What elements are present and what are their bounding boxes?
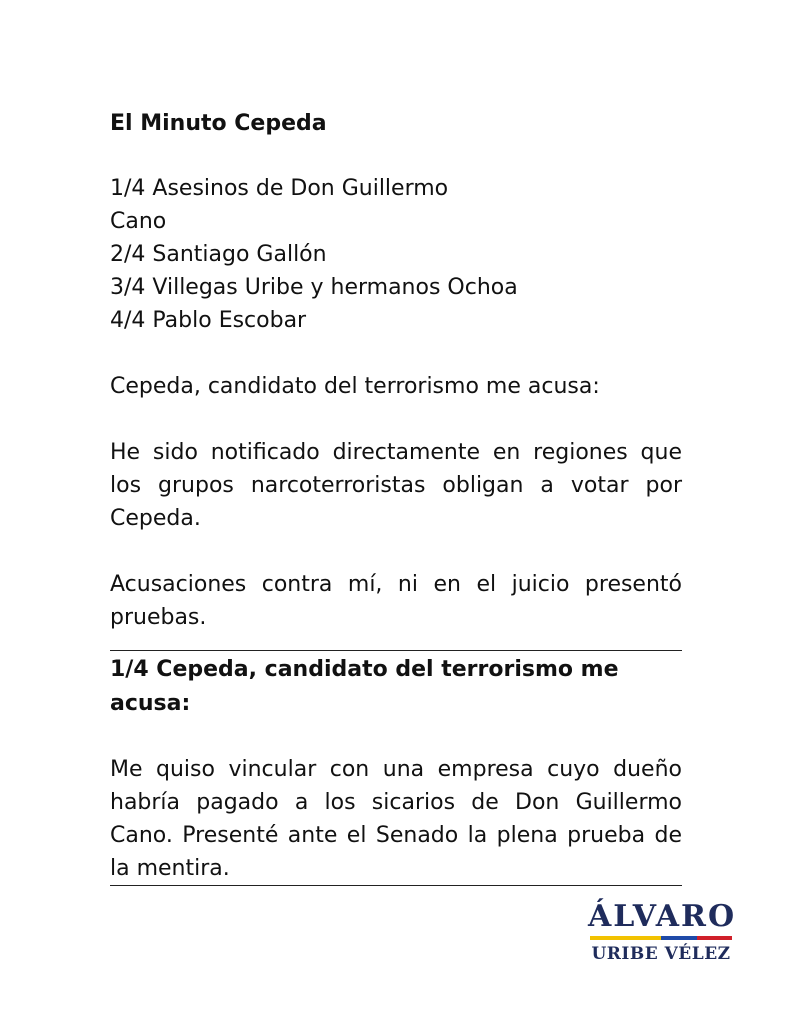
divider-top bbox=[110, 650, 682, 651]
paragraph-no-proof: Acusaciones contra mí, ni en el juicio presentó pruebas. bbox=[110, 572, 682, 630]
list-item: 2/4 Santiago Gallón bbox=[110, 242, 327, 267]
signature-logo bbox=[588, 899, 737, 965]
episode-list bbox=[110, 172, 682, 337]
paragraph-accusation: Cepeda, candidato del terrorismo me acusa: bbox=[110, 374, 600, 399]
list-item: Cano bbox=[110, 209, 167, 234]
section-title: 1/4 Cepeda, candidato del terrorismo me acusa: bbox=[110, 657, 619, 716]
divider-bottom bbox=[110, 885, 682, 886]
logo-last-name: URIBE VÉLEZ bbox=[591, 944, 731, 964]
document-title: El Minuto Cepeda bbox=[110, 111, 327, 136]
list-item: 4/4 Pablo Escobar bbox=[110, 308, 307, 333]
document-body bbox=[110, 108, 682, 886]
flag-stripe bbox=[590, 936, 732, 940]
paragraph-company: Me quiso vincular con una empresa cuyo dueño habría pagado a los sicarios de Don Guillermo Cano. Presenté ante el Senado la plena prueba de la mentira. bbox=[110, 757, 682, 881]
paragraph-notified: He sido notificado directamente en regiones que los grupos narcoterroristas obligan a votar por Cepeda. bbox=[110, 440, 682, 531]
logo-first-name: ÁLVARO bbox=[588, 899, 737, 934]
list-item: 3/4 Villegas Uribe y hermanos Ochoa bbox=[110, 275, 518, 300]
list-item: 1/4 Asesinos de Don Guillermo bbox=[110, 176, 449, 201]
